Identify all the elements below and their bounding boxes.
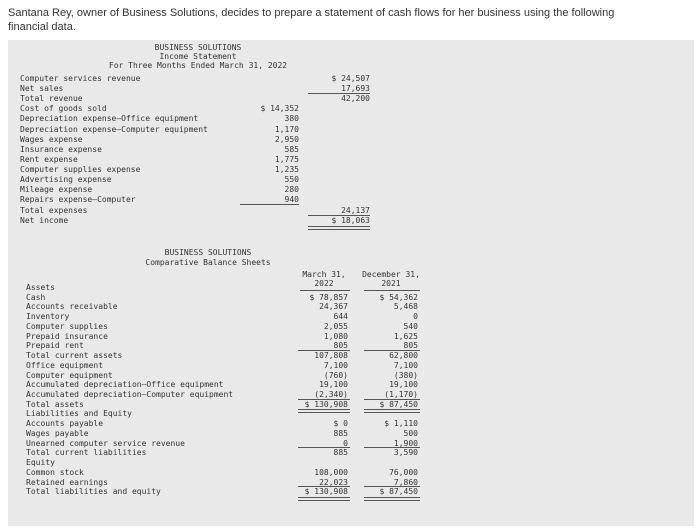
is-row-label: Computer supplies expense: [20, 165, 141, 175]
is-row-label: Repairs expense—Computer: [20, 195, 136, 205]
is-row-label: Cost of goods sold: [20, 104, 107, 114]
bs-rule-march: [298, 486, 350, 487]
is-row-outer: $ 18,063: [331, 215, 370, 225]
bs-row-december: 7,860: [393, 477, 418, 487]
bs-row-december: 3,590: [393, 448, 418, 458]
intro-text: Santana Rey, owner of Business Solutions, decides to prepare a statement of cash flows for her business using the following financial data.: [8, 7, 615, 33]
bs-rule-march: [298, 447, 350, 448]
bs-row-label: Total current assets: [26, 351, 123, 361]
bs-row-december: 7,100: [393, 360, 418, 370]
bs-row-march: 22,023: [319, 477, 348, 487]
is-title: Income Statement: [159, 52, 237, 61]
bs-row-label: Computer equipment: [26, 370, 113, 380]
bs-row-december: 76,000: [389, 467, 418, 477]
is-row-label: Net sales: [20, 84, 64, 94]
is-row-inner: 2,950: [274, 134, 299, 144]
is-row-label: Depreciation expense—Computer equipment: [20, 124, 208, 134]
bs-col2-underline: [364, 290, 420, 291]
is-row-inner: 280: [284, 185, 299, 195]
bs-rule-december: [364, 447, 420, 448]
is-row-inner: $ 14,352: [260, 104, 299, 114]
is-company: BUSINESS SOLUTIONS: [154, 43, 242, 52]
bs-row-december: $ 1,110: [384, 419, 418, 429]
bs-row-december: $ 54,362: [379, 292, 418, 302]
bs-row-december: (380): [393, 370, 418, 380]
is-row-label: Depreciation expense—Office equipment: [20, 114, 199, 124]
bs-rule-march: [298, 399, 350, 400]
is-row-label: Advertising expense: [20, 175, 112, 185]
is-row-label: Wages expense: [20, 134, 83, 144]
is-row-label: Net income: [20, 215, 69, 225]
bs-row-march: 0: [343, 438, 348, 448]
is-row-inner: 585: [284, 144, 299, 154]
bs-row-march: (760): [323, 370, 348, 380]
bs-rule-december: [364, 486, 420, 487]
bs-row-march: $ 130,908: [304, 487, 348, 497]
is-row-inner: 1,775: [274, 154, 299, 164]
is-period: For Three Months Ended March 31, 2022: [108, 61, 288, 70]
bs-rule-march: [298, 350, 350, 351]
is-row-label: Total revenue: [20, 94, 83, 104]
bs-row-label: Total current liabilities: [26, 448, 147, 458]
bs-row-march: 107,808: [314, 351, 348, 361]
bs-row-march: $ 0: [333, 419, 348, 429]
bs-rule-december: [364, 350, 420, 351]
bs-row-december: $ 87,450: [379, 399, 418, 409]
is-row-inner: 380: [284, 114, 299, 124]
bs-row-label: Accumulated depreciation—Office equipment: [26, 380, 224, 390]
bs-row-december: (1,170): [384, 390, 418, 400]
bs-row-label: Total liabilities and equity: [26, 487, 161, 497]
is-row-inner: 550: [284, 175, 299, 185]
is-row-inner: 1,170: [274, 124, 299, 134]
is-row-label: Total expenses: [20, 205, 88, 215]
bs-row-march: 7,100: [323, 360, 348, 370]
bs-title: Comparative Balance Sheets: [145, 258, 271, 267]
bs-row-march: 19,100: [319, 380, 348, 390]
bs-rule-march: [298, 409, 350, 413]
bs-row-december: 5,468: [393, 302, 418, 312]
bs-row-december: $ 87,450: [379, 487, 418, 497]
is-rule-total-expenses: [308, 215, 370, 216]
bs-row-label: Total assets: [26, 399, 84, 409]
bs-row-label: Accumulated depreciation—Computer equipment: [26, 390, 234, 400]
bs-row-december: 1,625: [393, 331, 418, 341]
bs-row-label: Assets: [26, 283, 55, 292]
bs-row-march: 1,080: [323, 331, 348, 341]
bs-row-label: Prepaid insurance: [26, 331, 108, 341]
bs-row-march: 24,367: [319, 302, 348, 312]
bs-row-december: 0: [413, 312, 418, 322]
bs-rule-december: [364, 409, 420, 413]
is-rule-net-income: [308, 226, 370, 230]
bs-row-december: 805: [403, 341, 418, 351]
bs-row-label: Prepaid rent: [26, 341, 84, 351]
is-row-inner: 940: [284, 195, 299, 205]
bs-row-march: 644: [333, 312, 348, 322]
bs-row-december: 540: [403, 321, 418, 331]
bs-rule-march: [298, 497, 350, 501]
bs-row-december: 19,100: [389, 380, 418, 390]
bs-rule-december: [364, 399, 420, 400]
bs-col1-underline: [300, 290, 350, 291]
is-row-label: Mileage expense: [20, 185, 93, 195]
is-row-inner: 1,235: [274, 165, 299, 175]
bs-row-label: Unearned computer service revenue: [26, 438, 185, 448]
is-row-label: Computer services revenue: [20, 74, 141, 83]
bs-row-label: Accounts payable: [26, 419, 104, 429]
bs-row-march: $ 78,857: [309, 292, 348, 302]
is-row-outer: 17,693: [341, 84, 370, 94]
is-row-outer: 42,200: [341, 94, 370, 104]
bs-col1-line1: March 31,: [302, 270, 346, 279]
is-row-label: Insurance expense: [20, 144, 102, 154]
bs-row-label: Wages payable: [26, 428, 89, 438]
bs-rule-december: [364, 497, 420, 501]
bs-row-december: 1,900: [393, 438, 418, 448]
bs-row-march: $ 130,908: [304, 399, 348, 409]
is-row-outer: $ 24,507: [331, 74, 370, 83]
bs-row-label: Equity: [26, 458, 55, 468]
bs-col1-line2: 2022: [314, 279, 334, 288]
bs-row-march: (2,340): [314, 390, 348, 400]
bs-row-march: 805: [333, 341, 348, 351]
bs-row-march: 885: [333, 448, 348, 458]
bs-col2-line2: 2021: [381, 279, 401, 288]
is-rule-expenses: [240, 204, 299, 205]
bs-company: BUSINESS SOLUTIONS: [164, 248, 252, 257]
financial-data-sheet: [8, 40, 694, 526]
bs-row-label: Accounts receivable: [26, 302, 118, 312]
bs-row-december: 500: [403, 428, 418, 438]
is-row-outer: 24,137: [341, 205, 370, 215]
bs-row-label: Liabilities and Equity: [26, 409, 132, 419]
bs-row-march: 2,055: [323, 321, 348, 331]
bs-row-label: Inventory: [26, 312, 70, 322]
bs-row-march: 885: [333, 428, 348, 438]
bs-row-march: 108,000: [314, 467, 348, 477]
bs-row-december: 62,800: [389, 351, 418, 361]
bs-row-label: Retained earnings: [26, 477, 108, 487]
bs-row-label: Common stock: [26, 467, 84, 477]
is-row-label: Rent expense: [20, 154, 78, 164]
bs-row-label: Office equipment: [26, 360, 104, 370]
is-rule-revenue: [308, 93, 370, 94]
bs-row-label: Cash: [26, 292, 46, 302]
bs-col2-line1: December 31,: [362, 270, 420, 279]
bs-row-label: Computer supplies: [26, 321, 108, 331]
